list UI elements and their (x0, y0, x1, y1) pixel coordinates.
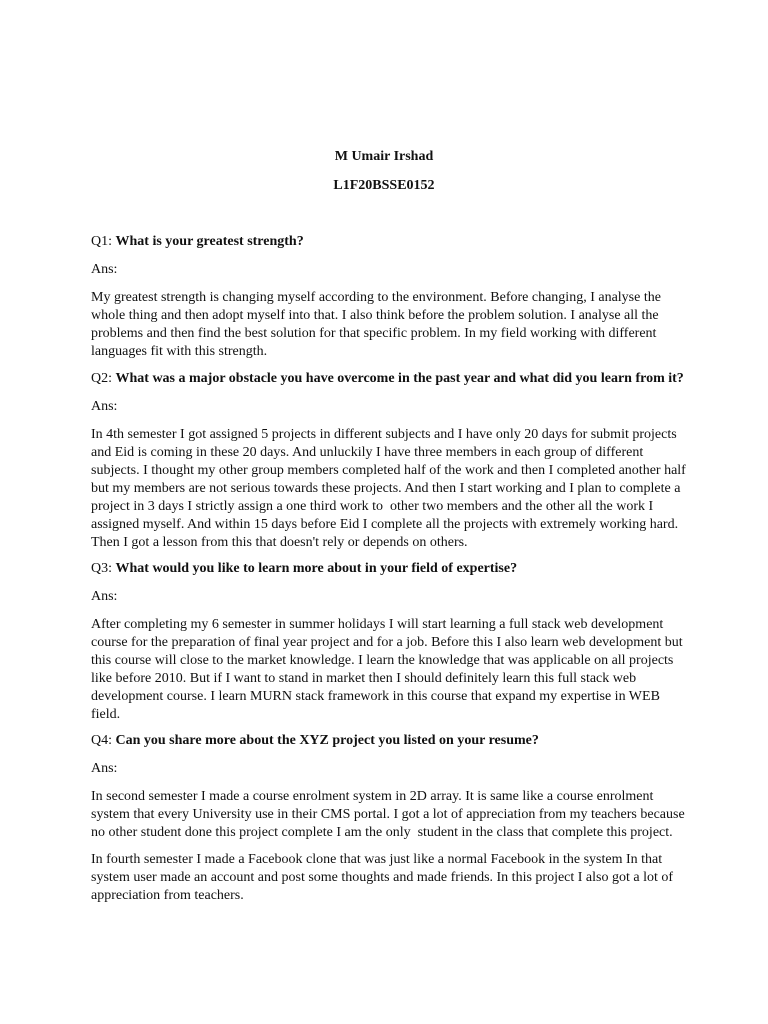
answer-3-line: After completing my 6 semester in summer holidays I will start learning a full stack web development (91, 617, 664, 632)
author-name: M Umair Irshad (334, 149, 434, 164)
answer-4-line: In fourth semester I made a Facebook clone that was just like a normal Facebook in the system In that (91, 852, 663, 867)
answer-1-label: Ans: (91, 262, 118, 277)
answer-2-line: Then I got a lesson from this that doesn't rely or depends on others. (91, 535, 468, 550)
question-1 (91, 233, 691, 251)
question-4 (91, 732, 691, 750)
answer-3-line: field. (91, 707, 121, 722)
answer-3-paragraph (91, 616, 691, 724)
answer-4-line: system that every University use in their CMS portal. I got a lot of appreciation from my teachers because (91, 807, 685, 822)
answer-2-line: In 4th semester I got assigned 5 projects in different subjects and I have only 20 days for submit projects (91, 427, 677, 442)
answer-2-line: subjects. I thought my other group members completed half of the work and then I completed another half (91, 463, 686, 478)
answer-3-line: course for the preparation of final year project and for a job. Before this I also learn web development but (91, 635, 683, 650)
answer-4-paragraph-2 (91, 851, 691, 905)
answer-1-line: My greatest strength is changing myself according to the environment. Before changing, I analyse the (91, 290, 661, 305)
answer-1-line: problems and then find the best solution for that specific problem. In my field working with different (91, 326, 657, 341)
answer-1-line: languages fit with this strength. (91, 344, 268, 359)
question-4-text: Can you share more about the XYZ project you listed on your resume? (115, 733, 539, 748)
question-1-prefix: Q1: (91, 234, 116, 249)
answer-3-line: like before 2010. But if I want to stand in market then I should definitely learn this full stack web (91, 671, 637, 686)
answer-3-line: this course will close to the market knowledge. I learn the knowledge that was applicable on all projects (91, 653, 674, 668)
question-4-prefix: Q4: (91, 733, 116, 748)
answer-2-label: Ans: (91, 399, 118, 414)
answer-1-line: whole thing and then adopt myself into that. I also think before the problem solution. I analyse all the (91, 308, 659, 323)
answer-2-line: project in 3 days I strictly assign a one third work to other two members and the other all the work I (91, 499, 654, 514)
question-3 (91, 560, 691, 578)
answer-1-paragraph (91, 289, 691, 361)
answer-3-line: development course. I learn MURN stack framework in this course that expand my expertise in WEB (91, 689, 660, 704)
answer-2-paragraph (91, 426, 691, 552)
answer-4-line: no other student done this project complete I am the only student in the class that complete this project. (91, 825, 673, 840)
answer-2-line: and Eid is coming in these 20 days. And unluckily I have three members in each group of different (91, 445, 644, 460)
answer-2-line: assigned myself. And within 15 days before Eid I complete all the projects with extremely working hard. (91, 517, 679, 532)
question-2-text: What was a major obstacle you have overcome in the past year and what did you learn from it? (115, 371, 684, 386)
student-id: L1F20BSSE0152 (333, 178, 435, 193)
answer-3-label: Ans: (91, 589, 118, 604)
question-2 (91, 370, 691, 388)
answer-4-line: system user made an account and post some thoughts and made friends. In this project I also got a lot of (91, 870, 674, 885)
question-1-text: What is your greatest strength? (115, 234, 304, 249)
answer-4-label: Ans: (91, 761, 118, 776)
answer-4-line: appreciation from teachers. (91, 888, 244, 903)
answer-4-line: In second semester I made a course enrolment system in 2D array. It is same like a course enrolment (91, 789, 654, 804)
question-3-prefix: Q3: (91, 561, 116, 576)
answer-4-paragraph-1 (91, 788, 691, 842)
question-2-prefix: Q2: (91, 371, 116, 386)
answer-2-line: but my members are not serious towards these projects. And then I start working and I plan to complete a (91, 481, 681, 496)
question-3-text: What would you like to learn more about in your field of expertise? (115, 561, 518, 576)
